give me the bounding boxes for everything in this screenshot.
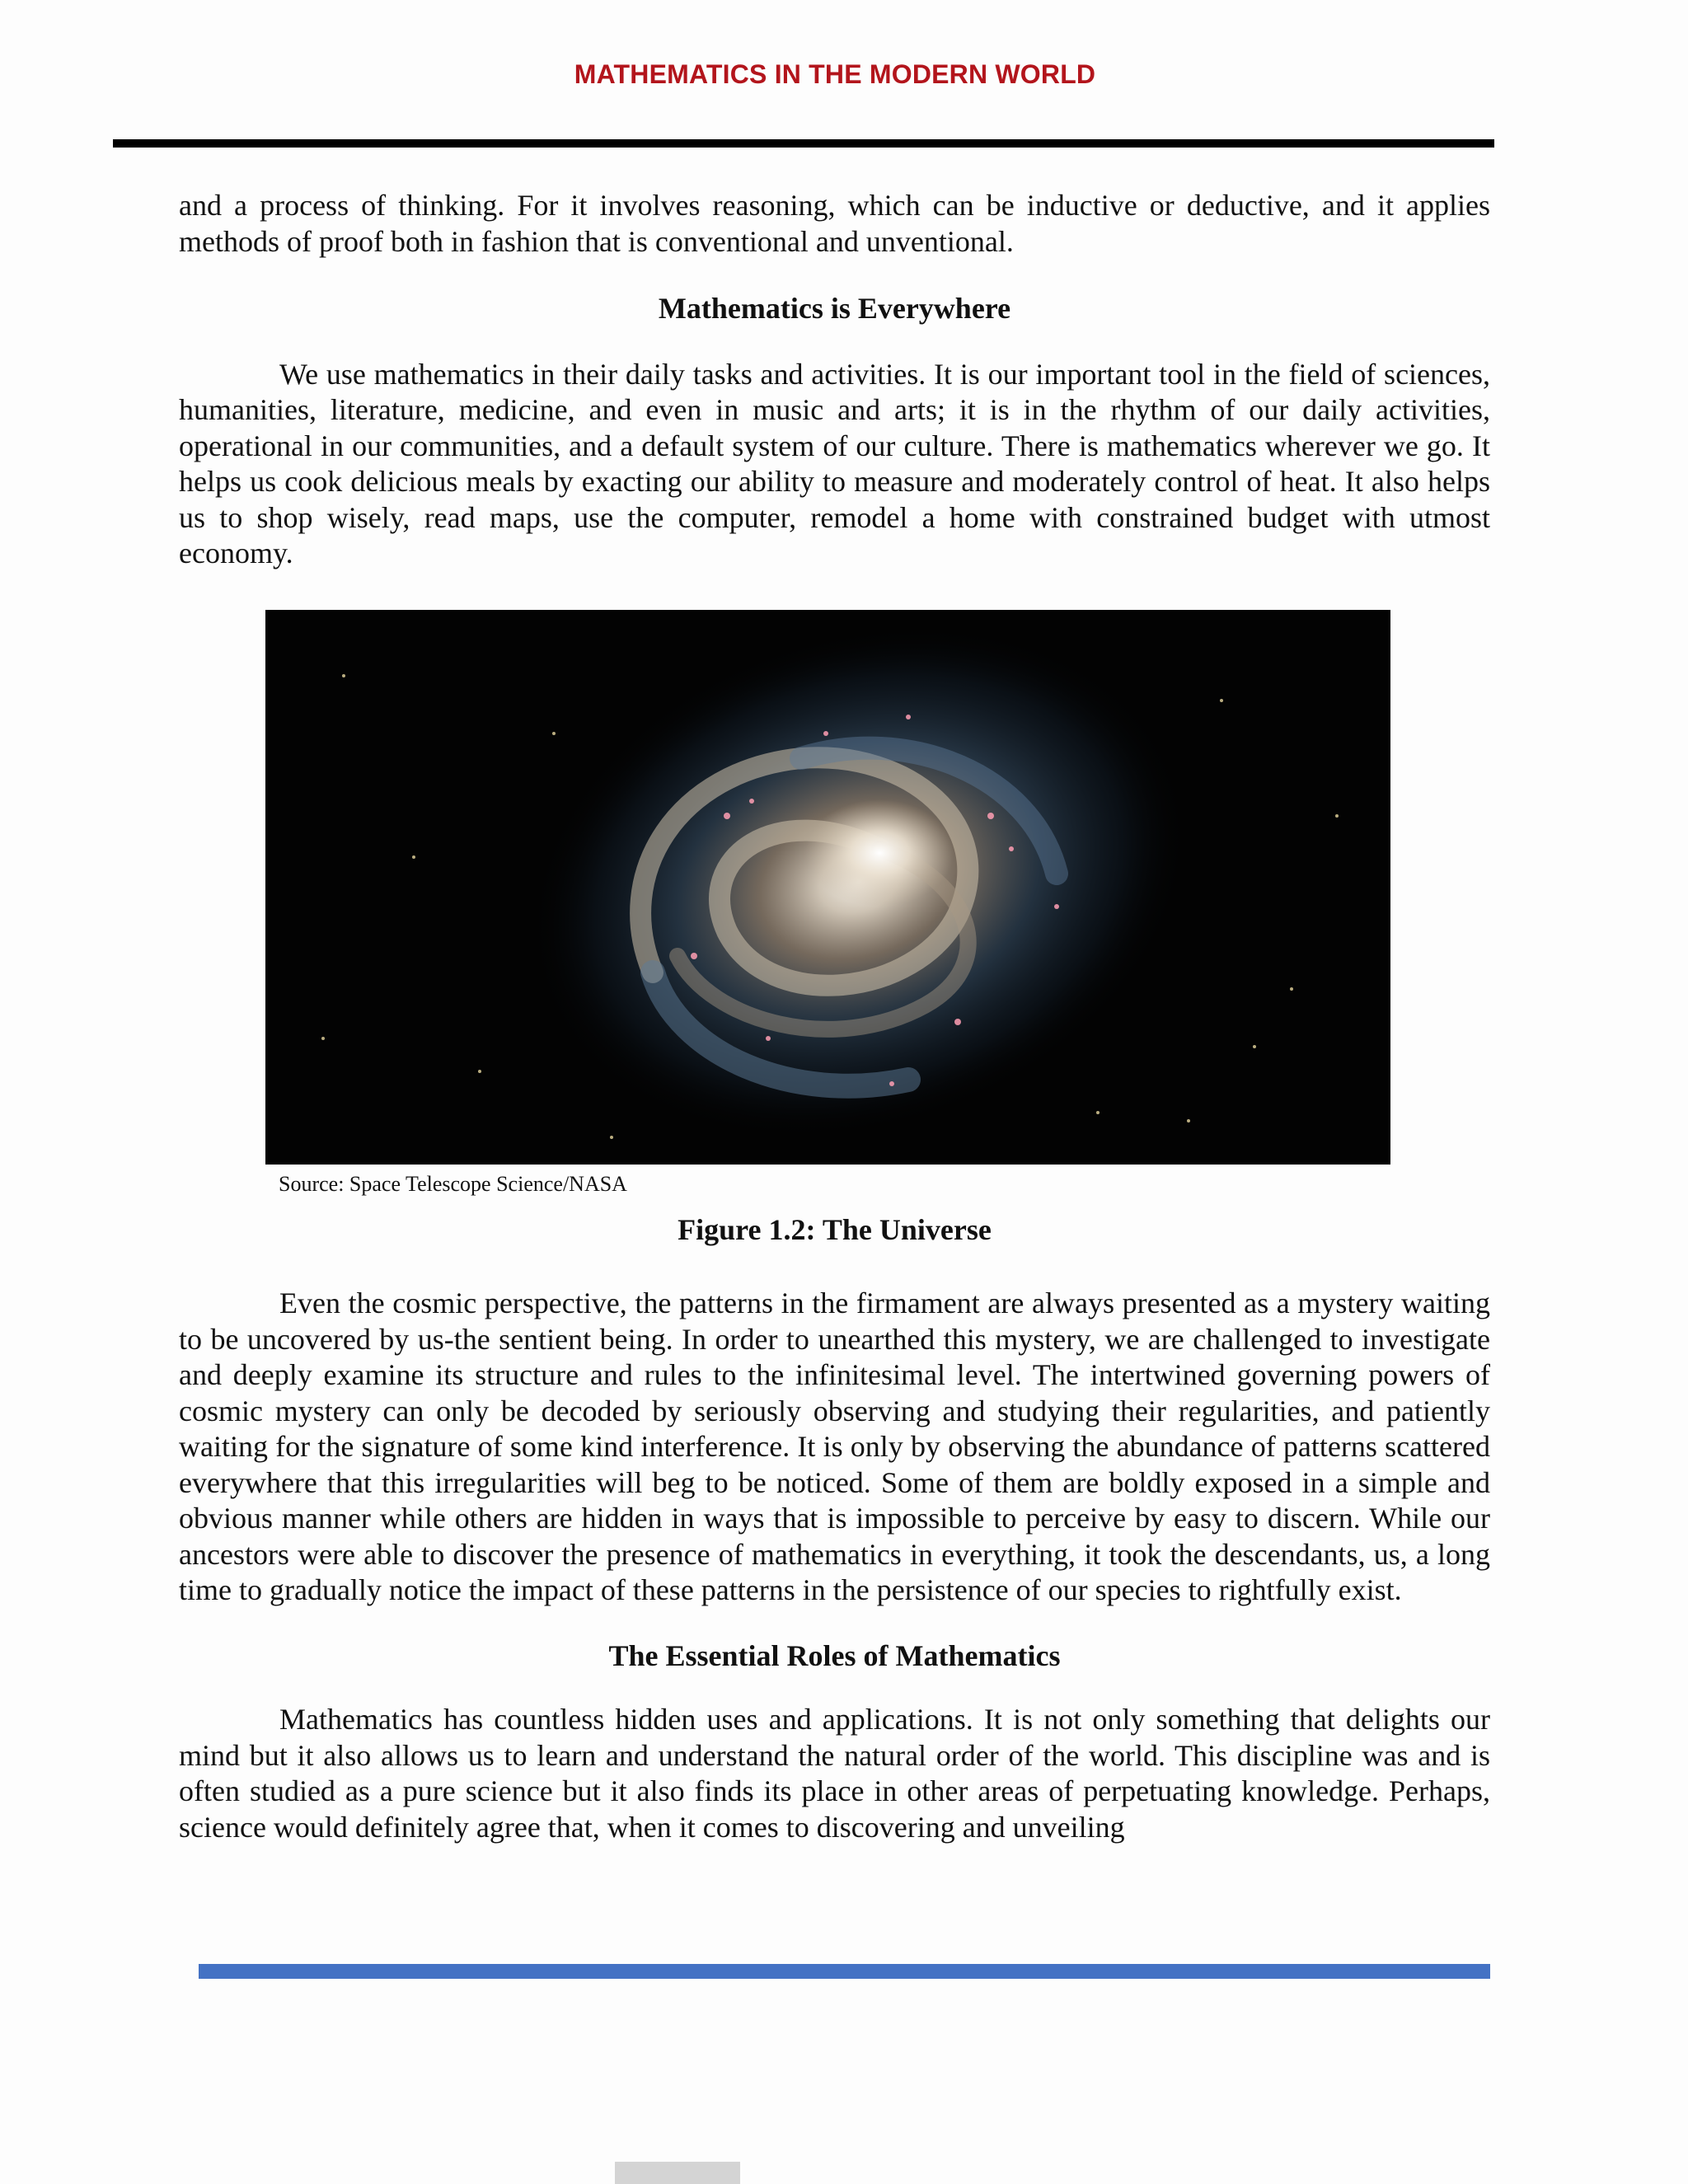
page-header-title: MATHEMATICS IN THE MODERN WORLD bbox=[574, 59, 1096, 89]
section-heading-roles: The Essential Roles of Mathematics bbox=[608, 1638, 1061, 1672]
page-number-tab bbox=[615, 2162, 740, 2184]
page-body bbox=[179, 188, 1490, 1845]
footer-divider bbox=[199, 1964, 1490, 1979]
figure bbox=[265, 610, 1390, 1199]
everywhere-paragraph: We use mathematics in their daily tasks and activities. It is our important tool in the field of sciences, humanities, literature, medicine, and even in music and arts; it is in the rhythm of our daily activities, operational in our communities, and a default system of our culture. There is mathematics wherever we go. It helps us cook delicious meals by exacting our ability to measure and moderately control of heat. It also helps us to shop wisely, read maps, use the computer, remodel a home with constrained budget with utmost economy. bbox=[179, 357, 1490, 569]
intro-paragraph: and a process of thinking. For it involves reasoning, which can be inductive or deductive, and it applies methods of proof both in fashion that is conventional and unventional. bbox=[179, 189, 1490, 258]
roles-paragraph: Mathematics has countless hidden uses and applications. It is not only something that delights our mind but it also allows us to learn and understand the natural order of the world. This discipline was and is often studied as a pure science but it also finds its place in other areas of perpetuating knowledge. Perhaps, science would definitely agree that, when it comes to discovering and unveiling bbox=[179, 1703, 1490, 1844]
header-divider bbox=[113, 139, 1494, 148]
figure-source: Source: Space Telescope Science/NASA bbox=[279, 1171, 627, 1196]
section-heading-everywhere: Mathematics is Everywhere bbox=[658, 292, 1011, 325]
spiral-galaxy-icon bbox=[265, 610, 1390, 1165]
figure-caption: Figure 1.2: The Universe bbox=[678, 1212, 992, 1246]
cosmic-paragraph: Even the cosmic perspective, the patterns in the firmament are always presented as a mystery waiting to be uncovered by us-the sentient being. In order to unearthed this mystery, we are challenged to investigate and deeply examine its structure and rules to the infinitesimal level. The intertwined governing powers of cosmic mystery can only be decoded by seriously observing and studying their regularities, and patiently waiting for the signature of some kind interference. It is only by observing the abundance of patterns scattered everywhere that this irregularities will beg to be noticed. Some of them are boldly exposed in a simple and obvious manner while others are hidden in ways that is impossible to perceive by easy to discern. While our ancestors were able to discover the presence of mathematics in everything, it took the descendants, us, a long time to gradually notice the impact of these patterns in the persistence of our species to rightfully exist. bbox=[179, 1286, 1490, 1606]
galaxy-image bbox=[265, 610, 1390, 1165]
